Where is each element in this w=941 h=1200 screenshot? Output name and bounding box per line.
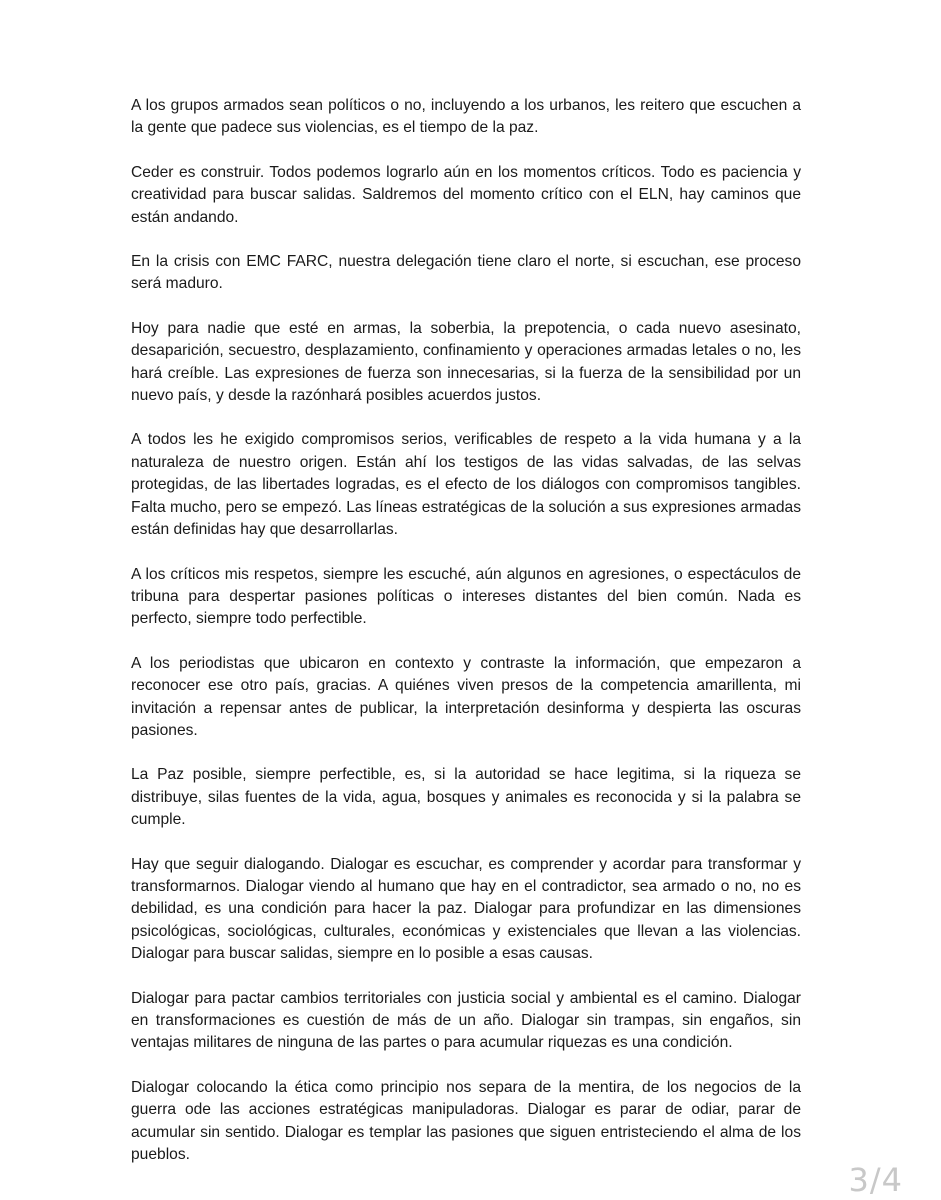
document-body: [131, 95, 801, 1188]
paragraph-paz-posible: La Paz posible, siempre perfectible, es, si la autoridad se hace legitima, si la riqueza se distribuye, silas fuentes de la vida, agua, bosques y animales es reconocida y si la palabra se cumple.: [131, 766, 801, 829]
page-counter: 3/4: [848, 1161, 903, 1199]
paragraph-periodistas: A los periodistas que ubicaron en contexto y contraste la información, que empezaron a reconocer ese otro país, gracias. A quiénes viven presos de la competencia amarillenta, mi invitación a repensar antes de publicar, la interpretación desinforma y despierta las oscuras pasiones.: [131, 654, 801, 739]
paragraph-seguir-dialogando: Hay que seguir dialogando. Dialogar es escuchar, es comprender y acordar para transformar y transformarnos. Dialogar viendo al humano que hay en el contradictor, sea armado o no, no es debilidad, es una condición para hacer la paz. Dialogar para profundizar en las dimensiones psicológicas, sociológicas, culturales, económicas y existenciales que llevan a las violencias. Dialogar para buscar salidas, siempre en lo posible a esas causas.: [131, 855, 801, 963]
paragraph-compromisos: A todos les he exigido compromisos serios, verificables de respeto a la vida humana y a la naturaleza de nuestro origen. Están ahí los testigos de las vidas salvadas, de las selvas protegidas, de las libertades logradas, es el efecto de los diálogos con compromisos tangibles. Falta mucho, pero se empezó. Las líneas estratégicas de la solución a sus expresiones armadas están definidas hay que desarrollarlas.: [131, 431, 801, 539]
paragraph-cambios-territoriales: Dialogar para pactar cambios territoriales con justicia social y ambiental es el camino. Dialogar en transformaciones es cuestión de más de un año. Dialogar sin trampas, sin engaños, sin ventajas militares de ninguna de las partes o para acumular riquezas es una condición.: [131, 989, 801, 1052]
paragraph-criticos: A los críticos mis respetos, siempre les escuché, aún algunos en agresiones, o espectáculos de tribuna para despertar pasiones políticas o intereses distantes del bien común. Nada es perfecto, siempre todo perfectible.: [131, 565, 801, 628]
paragraph-etica: Dialogar colocando la ética como principio nos separa de la mentira, de los negocios de la guerra ode las acciones estratégicas manipuladoras. Dialogar es parar de odiar, parar de acumular sin sentido. Dialogar es templar las pasiones que siguen entristeciendo el alma de los pueblos.: [131, 1078, 801, 1164]
paragraph-ceder-es-construir: Ceder es construir. Todos podemos lograrlo aún en los momentos críticos. Todo es paciencia y creatividad para buscar salidas. Saldremos del momento crítico con el ELN, hay caminos que están andando.: [131, 163, 801, 226]
paragraph-armed-groups: A los grupos armados sean políticos o no, incluyendo a los urbanos, les reitero que escuchen a la gente que padece sus violencias, es el tiempo de la paz.: [131, 97, 801, 137]
paragraph-soberbia: Hoy para nadie que esté en armas, la soberbia, la prepotencia, o cada nuevo asesinato, desaparición, secuestro, desplazamiento, confinamiento y operaciones armadas letales o no, les hará creíble. Las expresiones de fuerza son innecesarias, si la fuerza de la sensibilidad por un nuevo país, y desde la razónhará posibles acuerdos justos.: [131, 319, 801, 405]
paragraph-emc-farc: En la crisis con EMC FARC, nuestra delegación tiene claro el norte, si escuchan, ese proceso será maduro.: [131, 253, 801, 293]
